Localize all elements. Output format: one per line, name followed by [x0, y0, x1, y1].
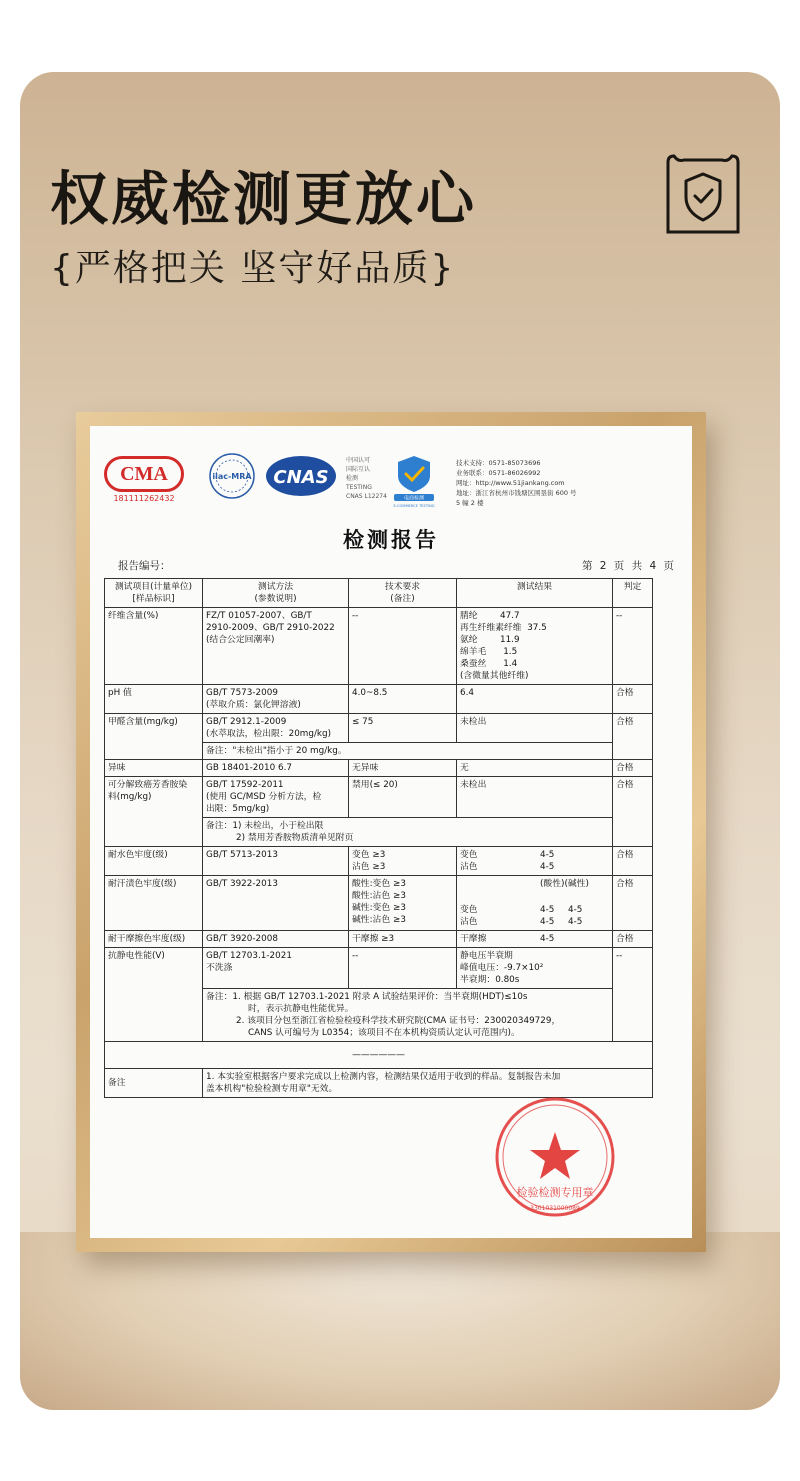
- col-verdict: 判定: [613, 579, 653, 608]
- svg-text:电商检测: 电商检测: [403, 495, 425, 502]
- svg-text:E-COMMERCE TESTING: E-COMMERCE TESTING: [393, 504, 435, 508]
- table-row: 异味 GB 18401-2010 6.7 无异味 无 合格: [105, 760, 653, 777]
- col-item: 测试项目(计量单位) [样品标识]: [105, 579, 203, 608]
- cma-logo: CMA 181111262432: [104, 456, 184, 503]
- col-method: 测试方法 (参数说明): [203, 579, 349, 608]
- table-note-row: 备注：1. 根据 GB/T 12703.1-2021 附录 A 试验结果评价：当半衰期(HDT)≤10s 时，表示抗静电性能优异。 2. 该项目分包至浙江省检验检疫科学技术研究院(CMA 证书号：230020349729， CANS 认可编号为 L0354；该项目不在本机构资质认定认可范围内)。: [105, 989, 653, 1042]
- report-title: 检测报告: [343, 527, 439, 552]
- cma-number: 181111262432: [113, 494, 175, 503]
- page-indicator: 第 2 页 共 4 页: [581, 560, 676, 572]
- subheadline: {严格把关 坚守好品质}: [50, 248, 456, 289]
- table-row: 耐水色牢度(级) GB/T 5713-2013 变色 ≥3 沾色 ≥3 变色 4-5 沾色 4-5 合格: [105, 847, 653, 876]
- ecommerce-testing-logo: [386, 452, 442, 508]
- table-header-row: [105, 579, 653, 608]
- table-row: 耐汗渍色牢度(级) GB/T 3922-2013 酸性:变色 ≥3 酸性:沾色 ≥3 碱性:变色 ≥3 碱性:沾色 ≥3 (酸性)(碱性) 变色 4-5 4-5 沾色 4-5 4-5 合格: [105, 876, 653, 931]
- cnas-caption: 中国认可 国际互认 检测 TESTING CNAS L12274: [346, 457, 387, 500]
- contact-info: 技术支持：0571-85073696 业务联系：0571-86026992 网址：http://www.51jiankang.com 地址：浙江省杭州市钱塘区围垦街 600 号 5 幢 2 楼: [456, 459, 577, 507]
- table-row: pH 值 GB/T 7573-2009 (萃取介质：氯化钾溶液) 4.0~8.5 6.4 合格: [105, 685, 653, 714]
- svg-text:CNAS: CNAS: [273, 467, 329, 488]
- display-floor: [20, 1232, 780, 1410]
- official-seal: [490, 1092, 620, 1222]
- table-row: 耐干摩擦色牢度(级) GB/T 3920-2008 干摩擦 ≥3 干摩擦 4-5 合格: [105, 931, 653, 948]
- table-row: 纤维含量(%) FZ/T 01057-2007、GB/T 2910-2009、GB/T 2910-2022 (结合公定回潮率) -- 腈纶 47.7 再生纤维素纤维 37.5 氨纶 11.9 绵羊毛 1.5 桑蚕丝 1.4 (含微量其他纤维) --: [105, 608, 653, 685]
- report-paper: [90, 426, 692, 1238]
- ilac-mra-logo: [208, 452, 256, 500]
- svg-text:ilac-MRA: ilac-MRA: [212, 472, 252, 481]
- svg-text:3301031000089: 3301031000089: [530, 1205, 580, 1212]
- report-number-label: 报告编号：: [118, 560, 171, 572]
- table-note-row: 备注：1) 未检出，小于检出限 2) 禁用芳香胺物质清单见附页: [105, 818, 653, 847]
- table-row: 抗静电性能(V) GB/T 12703.1-2021 不洗涤 -- 静电压半衰期 峰值电压：-9.7×10² 半衰期：0.80s --: [105, 948, 653, 989]
- col-result: 测试结果: [457, 579, 613, 608]
- table-note-row: 备注："未检出"指小于 20 mg/kg。: [105, 743, 653, 760]
- headline: 权威检测更放心: [50, 165, 478, 233]
- shield-check-icon: [660, 152, 746, 238]
- test-results-table: [104, 578, 653, 1098]
- divider-row: ——————: [105, 1042, 653, 1069]
- svg-text:检验检测专用章: 检验检测专用章: [516, 1186, 594, 1199]
- col-requirement: 技术要求 (备注): [349, 579, 457, 608]
- cnas-logo: [264, 454, 338, 498]
- certification-logos: [104, 452, 664, 508]
- report-frame: [76, 412, 706, 1252]
- remark-row: 备注 1. 本实验室根据客户要求完成以上检测内容，检测结果仅适用于收到的样品。复制报告未加 盖本机构"检验检测专用章"无效。: [105, 1069, 653, 1098]
- table-row: 甲醛含量(mg/kg) GB/T 2912.1-2009 (水萃取法，检出限：20mg/kg) ≤ 75 未检出 合格: [105, 714, 653, 743]
- table-row: 可分解致癌芳香胺染 料(mg/kg) GB/T 17592-2011 (使用 GC/MSD 分析方法，检 出限：5mg/kg) 禁用(≤ 20) 未检出 合格: [105, 777, 653, 818]
